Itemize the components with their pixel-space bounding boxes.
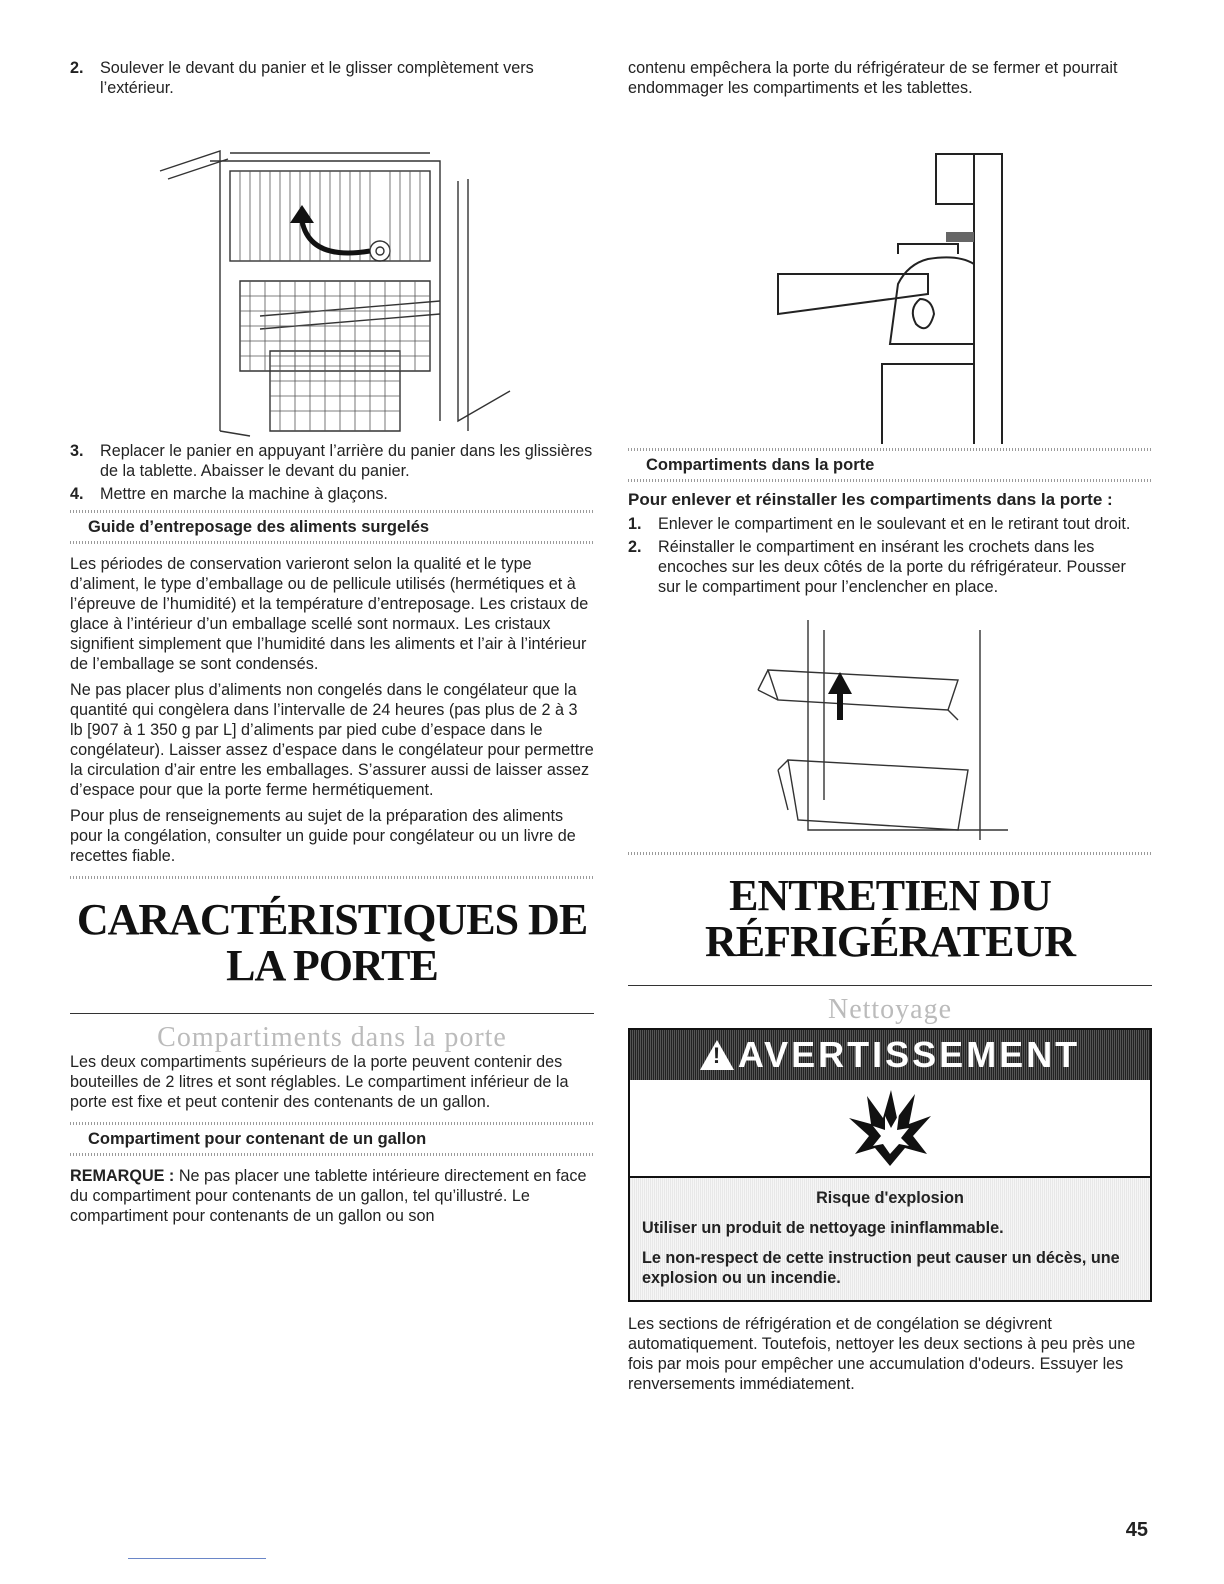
footer-rule	[128, 1558, 266, 1559]
page-number: 45	[1125, 1519, 1148, 1541]
section-rule	[628, 985, 1152, 986]
paragraph: Les deux compartiments supérieurs de la porte peuvent contenir des bouteilles de 2 litres et sont réglables. Le compartiment inférieur de la porte est fixe et peut contenir des contenants de un gallon.	[70, 1053, 569, 1111]
step-number: 1.	[628, 515, 642, 533]
step-text: Enlever le compartiment en le soulevant et en le retirant tout droit.	[658, 515, 1131, 533]
remark-paragraph	[70, 1166, 594, 1226]
divider	[70, 1153, 594, 1156]
ghost-heading: Compartiments dans la porte	[157, 1022, 507, 1053]
section-title	[628, 873, 1152, 965]
step-3	[70, 441, 594, 481]
subsection-heading: Guide d’entreposage des aliments surgelés	[88, 518, 430, 536]
divider	[70, 541, 594, 544]
step-2	[70, 58, 594, 98]
explosion-icon	[630, 1080, 1150, 1178]
warning-consequence: Le non-respect de cette instruction peut causer un décès, une explosion ou un incendie.	[642, 1249, 1120, 1287]
section-title-line: ENTRETIEN DU	[729, 871, 1051, 920]
warning-instruction: Utiliser un produit de nettoyage ininflammable.	[642, 1219, 1004, 1237]
warning-body	[630, 1178, 1150, 1300]
paragraph: Pour plus de renseignements au sujet de la préparation des aliments pour la congélation, consulter un guide pour congélateur ou un livre de recettes fiable.	[70, 807, 576, 865]
ghost-heading: Nettoyage	[827, 994, 953, 1025]
step-1	[628, 514, 1152, 534]
warning-banner	[630, 1030, 1150, 1080]
step-number: 4.	[70, 485, 84, 503]
left-column	[70, 58, 594, 1232]
section-rule	[70, 1013, 594, 1014]
divider	[628, 852, 1152, 855]
instructions-heading: Pour enlever et réinstaller les compartiments dans la porte :	[628, 490, 1113, 509]
divider	[628, 479, 1152, 482]
section-title-line: RÉFRIGÉRATEUR	[704, 917, 1075, 966]
section-title-line: CARACTÉRISTIQUES DE	[76, 895, 588, 944]
step-text: Soulever le devant du panier et le glisser complètement vers l’extérieur.	[100, 59, 534, 97]
step-number: 3.	[70, 442, 84, 460]
remark-text: Ne pas placer une tablette intérieure directement en face du compartiment pour contenants de un gallon, tel qu’illustré. Le compartiment pour contenants de un gallon ou son	[70, 1167, 587, 1225]
paragraph: Les périodes de conservation varieront selon la qualité et le type d’aliment, le type d’emballage ou de pellicule utilisés (hermétiques et à l’épreuve de l’humidité) et la température d’entreposage. Les cristaux de glace à l’intérieur d’un emballage scellé sont normaux. Les cristaux signifient simplement que l’humidité dans les aliments et l’air à l’intérieur de l’emballage se sont condensés.	[70, 555, 589, 673]
divider	[70, 876, 594, 879]
warning-risk: Risque d'explosion	[816, 1189, 964, 1207]
gallon-bin-illustration	[628, 104, 1152, 444]
subsection-heading: Compartiments dans la porte	[646, 456, 875, 474]
paragraph: Ne pas placer plus d’aliments non congelés dans le congélateur que la quantité qui congèlera dans l’intervalle de 24 heures (pas plus de 2 à 3 lb [907 à 1 350 g par L] d’aliments par pied cube d’espace dans le congélateur). Laisser assez d’espace dans le congélateur pour permettre la circulation d’air entre les emballages. S’assurer aussi de laisser assez d’espace pour que la porte ferme hermétiquement.	[70, 681, 594, 799]
step-4	[70, 484, 594, 504]
step-text: Réinstaller le compartiment en insérant les crochets dans les encoches sur les deux côtés de la porte du réfrigérateur. Pousser sur le compartiment pour l’enclencher en place.	[658, 538, 1126, 596]
right-column	[628, 58, 1152, 1400]
basket-illustration	[70, 101, 594, 441]
paragraph: contenu empêchera la porte du réfrigérateur de se fermer et pourrait endommager les compartiments et les tablettes.	[628, 59, 1118, 97]
subsection-heading: Compartiment pour contenant de un gallon	[88, 1130, 427, 1148]
step-number: 2.	[70, 59, 84, 77]
paragraph: Les sections de réfrigération et de congélation se dégivrent automatiquement. Toutefois, nettoyer les deux sections à peu près une fois par mois pour empêcher une accumulation d'odeurs. Essuyer les renversements immédiatement.	[628, 1315, 1136, 1393]
warning-triangle-icon: !	[700, 1040, 734, 1070]
step-2	[628, 537, 1152, 597]
warning-box	[628, 1028, 1152, 1302]
remark-label: REMARQUE :	[70, 1167, 175, 1185]
step-number: 2.	[628, 538, 642, 556]
section-title	[70, 897, 594, 989]
door-bin-illustration	[628, 600, 1152, 850]
warning-label: AVERTISSEMENT	[737, 1034, 1081, 1075]
step-text: Mettre en marche la machine à glaçons.	[100, 485, 388, 503]
section-title-line: LA PORTE	[226, 941, 438, 990]
step-text: Replacer le panier en appuyant l’arrière du panier dans les glissières de la tablette. Abaisser le devant du panier.	[100, 442, 593, 480]
